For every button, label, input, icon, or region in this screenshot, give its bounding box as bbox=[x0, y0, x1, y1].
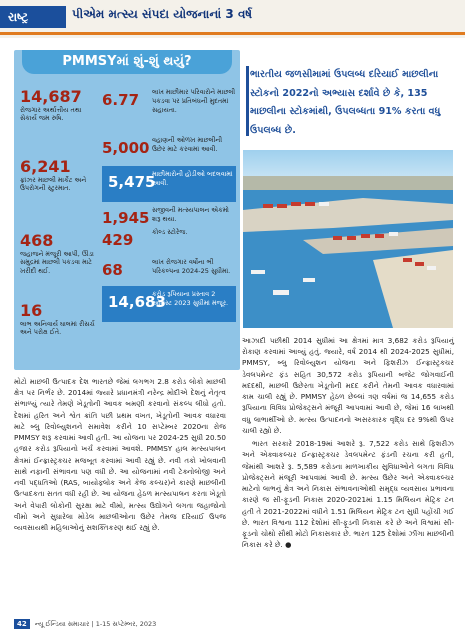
page-footer bbox=[14, 620, 156, 629]
page-number: 42 bbox=[14, 619, 30, 629]
right-stat-highlight bbox=[102, 286, 236, 322]
right-stat bbox=[102, 84, 236, 120]
left-stat bbox=[20, 88, 100, 123]
stat-text: જહાજને મંજૂરી આપી, ઊંડા સમુદ્રમાં માછલી પકડવા માટે ખરીદી થઈ. bbox=[20, 249, 94, 276]
harbor-illustration bbox=[243, 150, 453, 328]
header-divider bbox=[0, 32, 465, 35]
harbor-photo bbox=[243, 150, 453, 328]
stat-value: 429 bbox=[102, 231, 134, 249]
publication-name: ન્યૂ ઈન્ડિયા સમાચાર | 1-15 સપ્ટેમ્બર, 2023 bbox=[34, 620, 157, 628]
stat-value: 468 bbox=[20, 231, 54, 250]
section-tag: રાષ્ટ્ર bbox=[0, 6, 66, 28]
left-stat bbox=[20, 302, 100, 337]
stat-text: ફ્રાંઝર માછલી માર્કેટ અને ઉપરોગની સ્ટુરમાત. bbox=[20, 175, 87, 193]
article-column-right bbox=[242, 335, 454, 552]
paragraph: આઝાદી પછીથી 2014 સુધીમાં આ ક્ષેત્રમાં માત્ર 3,682 કરોડ રૂપિયાનું રોકાણ કરવામાં આવ્યું હતું. જ્યારે, વર્ષ 2014 થી 2024-2025 સુધીમાં, PMMSY, બ્લુ રિવોલ્યુશન યોજના અને ફિશરીઝ ઈન્ફ્રાસ્ટ્રક્ચર ડેવલપમેન્ટ ફંડ સહિત 30,572 કરોડ રૂપિયાની બજેટ જોગવાઈની મદદથી, માછલી ઉછેરતા ખેડૂતોની મદદ કરીને તેમની આવક વધારવામાં કામ ચાલી રહ્યું છે. PMMSY હેઠળ છેલ્લાં ત્રણ વર્ષમાં જ 14,655 કરોડ રૂપિયાના વિવિધ પ્રોજેક્ટ્સને મંજૂરી આપવામાં આવી છે, જેમાં 16 લાખથી વધુ લાભાર્થીઓ છે. મત્સ્ય ઉત્પાદનનો અસરકારક વૃદ્ધિ દર 9%થી ઉપર ચાલી રહ્યો છે. bbox=[242, 336, 454, 435]
stat-text: રોજગાર અર્થાત્તીય તથા સેકાર્ય જમ રુષિ. bbox=[20, 105, 82, 123]
stat-value: 14,687 bbox=[20, 87, 82, 106]
left-stat bbox=[20, 232, 100, 276]
article-column-left bbox=[14, 376, 226, 535]
right-stat-highlight bbox=[102, 166, 236, 202]
stat-value: 5,000 bbox=[102, 139, 150, 157]
stat-value: 16 bbox=[20, 301, 43, 320]
page-header bbox=[0, 0, 465, 38]
stat-value: 14,683 bbox=[108, 293, 166, 311]
stat-text: લાખ માછીમાર પરિવારોને માછલી પકડવા પર પ્રતિબંધની મુદતમાં સહાયતા. bbox=[152, 88, 236, 114]
quote-accent-bar bbox=[246, 66, 249, 136]
right-stat bbox=[102, 254, 236, 290]
stat-text: કોલ્ડ સ્ટોરેજ. bbox=[152, 228, 188, 236]
stat-text: લાભ અનિવાર્ય ઘાલમાં રીસર્ચ અને પરોક્ષ ઈતે. bbox=[20, 319, 95, 337]
left-stat bbox=[20, 158, 100, 193]
pull-quote: ભારતીય જળસીમામાં ઉપલબ્ધ દરિયાઈ માછલીના સ્ટોકનો 2022નો અભ્યાસ દર્શાવે છે કે, 135 માછલીના સ્ટોકમાંથી, ઉપલબ્ધતા 91% કરતા વધુ ઉપલબ્ધ છે. bbox=[250, 69, 441, 137]
stat-value: 6.77 bbox=[102, 91, 140, 109]
stat-value: 68 bbox=[102, 261, 123, 279]
stat-value: 5,475 bbox=[108, 173, 156, 191]
infobox-title: PMMSYમાં શું-શું થયું? bbox=[22, 50, 232, 74]
stat-text: માછીમારોની હોડીઓ બદલવામાં આવી. bbox=[152, 170, 233, 187]
stat-value: 1,945 bbox=[102, 209, 150, 227]
stat-text: વહાણની ઓળખ માછલીની ઉછેર માટે કરવામાં આવી. bbox=[152, 136, 223, 153]
stat-text: કરોડ રૂપિયાના પ્રસ્તાવ 2 ઓગસ્ટ 2023 સુધીમાં મંજૂર. bbox=[152, 290, 229, 307]
stat-text: લાખ રોજગાર વર્ષોના ભી પરિકલ્પના 2024-25 સુધીમાં. bbox=[152, 258, 231, 275]
paragraph: ભારત સરકારે 2018-19માં આશરે રૂ. 7,522 કરોડ સાથે ફિશરીઝ અને એક્વાકલ્ચર ઈન્ફ્રાસ્ટ્રક્ચર ડેવલપમેન્ટ ફંડની રચના કરી હતી, જેમાંથી આશરે રૂ. 5,589 કરોડના માળખાકીય સુવિધાઓને લગતા વિવિધ પ્રોજેક્ટ્સને મંજૂરી આપવામાં આવી છે. મત્સ્ય ઉછેર અને એક્વાકલ્ચર માટેનો લાભનું ક્ષેત્ર અને નિકાસ સંભાવનાઓથી સમૃદ્ધ વ્યવસાય પ્રભાવના કારણે જ સી-ફૂડની નિકાસ 2020-2021માં 1.15 મિલિયન મેટ્રિક ટન હતી તે 2021-2022માં વધીને 1.51 મિલિયન મેટ્રિક ટન સુધી પહોંચી ગઈ છે. ભારત વિશ્વના 112 દેશોમાં સી-ફૂડની નિકાસ કરે છે અને વિશ્વમાં સી-ફૂડનો ચોથો સૌથી મોટો નિકાસકાર છે. ભારત 125 દેશોમાં ઝીંગા માછલીની નિકાસ કરે છે. ● bbox=[242, 439, 454, 550]
right-stat bbox=[102, 132, 236, 168]
paragraph: મોટો માછલી ઉત્પાદક દેશ ભારતછે જેમાં લગભગ 2.8 કરોડ લોકો માછલી ક્ષેત્ર પર નિર્ભર છે. 2014માં જ્યારે પ્રધાનમંત્રી નરેન્દ્ર મોદીએ દેશનું નેતૃત્વ સંભાળ્યું ત્યારે તેમણે ખેડૂતોની આવક બમણી કરવાનો સંકલ્પ લીધો હતો. દેશમાં હરિત અને શ્વેત ક્રાંતિ પછી પ્રથમ વખત, ખેડૂતોની આવક વધારવા માટે બ્લુ રિવોલ્યુશનને સમાવેશ કરીને 10 સપ્ટેમ્બર 2020ના રોજ PMMSY શરૂ કરવામાં આવી હતી. આ યોજના પર 2024-25 સુધી 20.50 હજાર કરોડ રૂપિયાનો ખર્ચ કરવામાં આવશે. PMMSY હાલ મત્સ્યપાલન ક્ષેત્રમાં ઈન્ફ્રાસ્ટ્રક્ચર મજબૂત કરવામાં આવી રહ્યું છે. નવી તકો ખોલવાની સાથે નફાની સંભાવના પણ વધી છે. આ યોજનામાં નવી ટેક્નોલોજી અને નવી પદ્ધતિઓ (RAS, બાયોફ્લોક અને કેજ કલ્ચર)ને કારણે માછલીની ઉત્પાદકતા સતત વધી રહી છે. આ યોજના હેઠળ મત્સ્યપાલન કરતા ખેડૂતો અને વેપારી લોકોની સુરક્ષા માટે વીમો, મત્સ્ય ઉદ્યોગને લગતા જહાજોનો વીમો અને સુધારેલા મોડેલ માછલીઓના ઉછેર તેમજ દરિયાઈ ઉપજ વ્યવસાયથી મહિલાઓનું સશક્તિકરણ થઈ રહ્યું છે. bbox=[14, 377, 226, 533]
stat-value: 6,241 bbox=[20, 157, 71, 176]
header-title: પીએમ મત્સ્ય સંપદા યોજનાનાં 3 વર્ષ bbox=[72, 7, 253, 21]
stat-text: સજીવની મત્સ્યપાલન એકમો શરૂ થયા. bbox=[152, 206, 229, 223]
stats-infobox bbox=[14, 50, 240, 370]
